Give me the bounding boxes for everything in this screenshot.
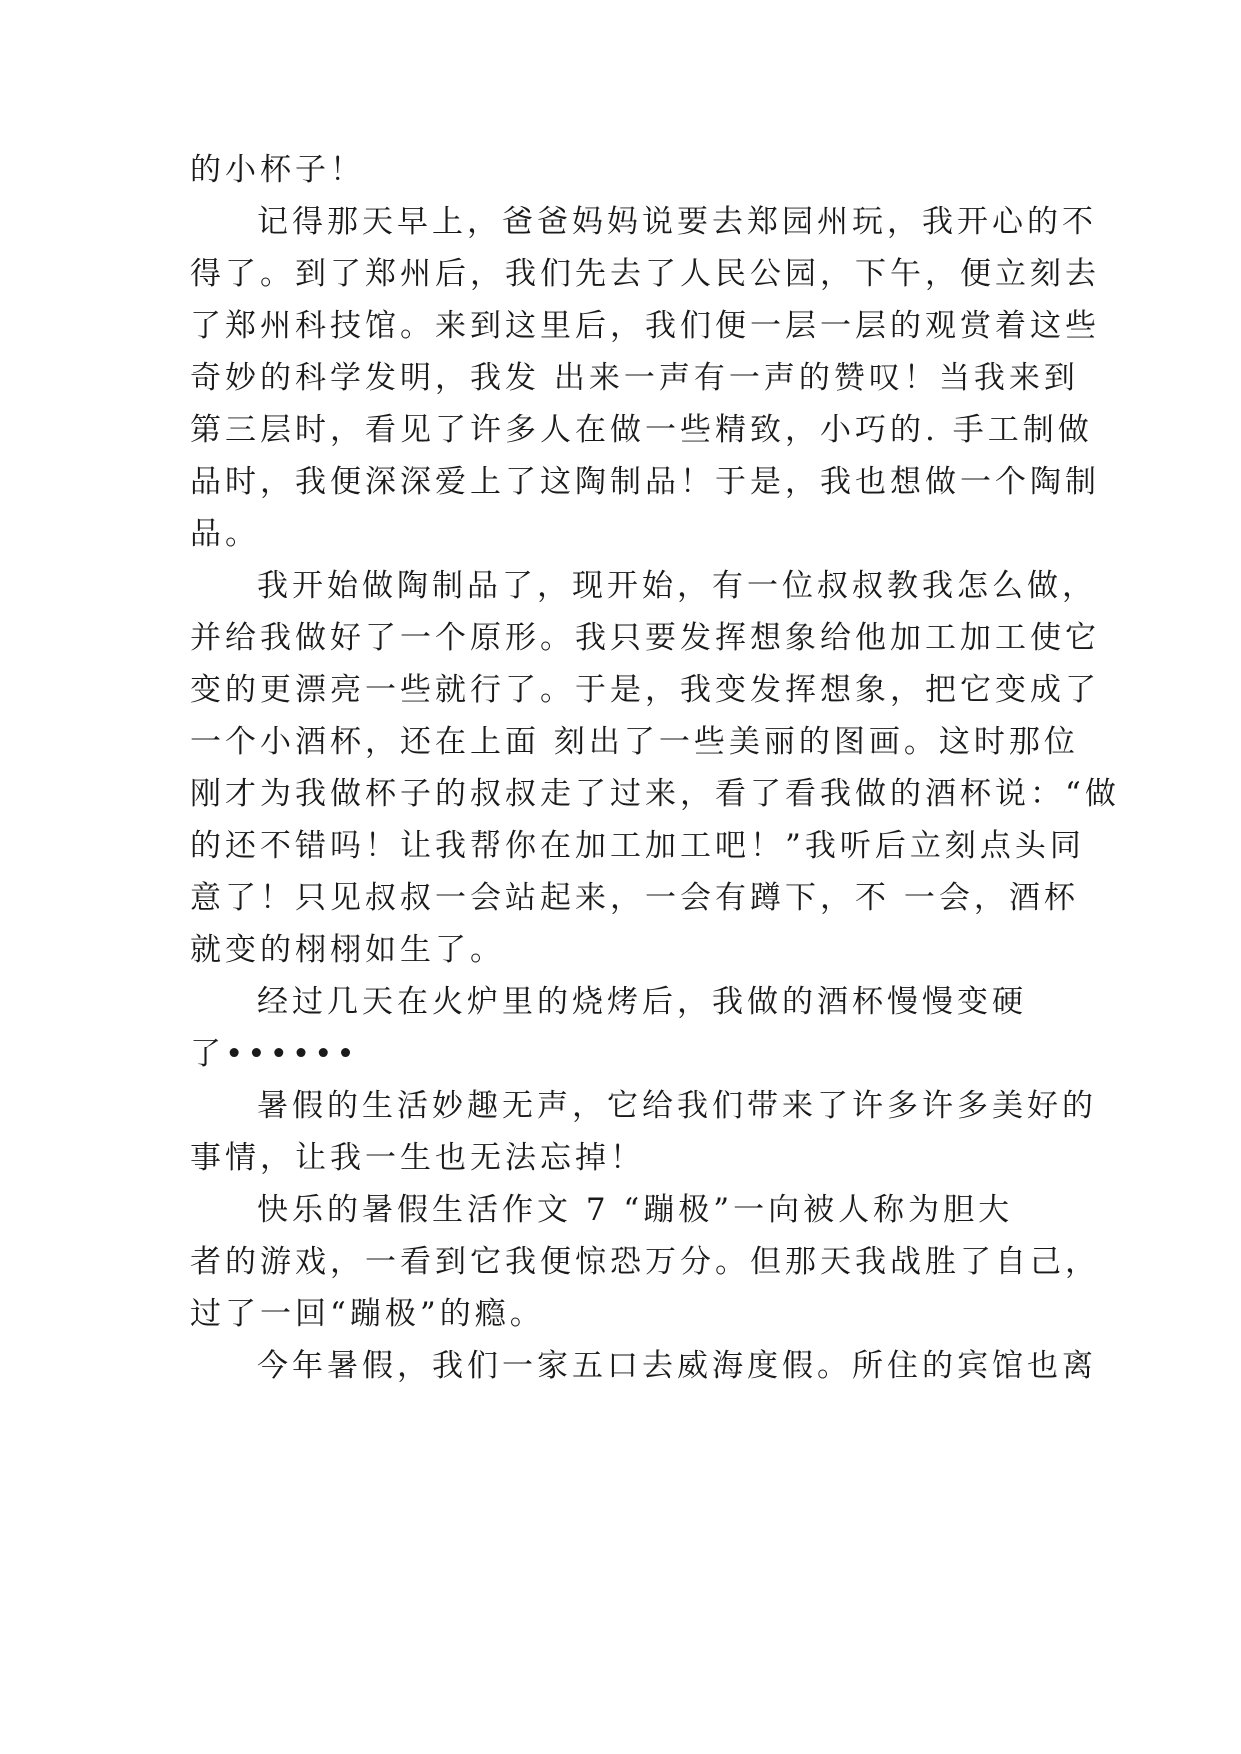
text-line: 了•••••• [190,1036,359,1072]
text-line: 刚才为我做杯子的叔叔走了过来，看了看我做的酒杯说：“做 [190,776,1120,812]
text-line: 一个小酒杯，还在上面 刻出了一些美丽的图画。这时那位 [190,724,1079,760]
text-line: 并给我做好了一个原形。我只要发挥想象给他加工加工使它 [190,620,1100,656]
text-line: 变的更漂亮一些就行了。于是，我变发挥想象，把它变成了 [190,672,1100,708]
text-line: 暑假的生活妙趣无声，它给我们带来了许多许多美好的 [257,1088,1097,1124]
text-line: 者的游戏，一看到它我便惊恐万分。但那天我战胜了自己， [190,1244,1100,1280]
text-line: 我开始做陶制品了，现开始，有一位叔叔教我怎么做， [257,568,1097,604]
text-line: 奇妙的科学发明，我发 出来一声有一声的赞叹！当我来到 [190,360,1079,396]
text-line: 过了一回“蹦极”的瘾。 [190,1296,545,1332]
text-line: 的小杯子！ [190,152,365,188]
text-line: 品时，我便深深爱上了这陶制品！于是，我也想做一个陶制 [190,464,1100,500]
text-line: 品。 [190,516,260,552]
text-line: 意了！只见叔叔一会站起来，一会有蹲下，不 一会，酒杯 [190,880,1079,916]
text-line: 了郑州科技馆。来到这里后，我们便一层一层的观赏着这些 [190,308,1100,344]
text-line: 记得那天早上，爸爸妈妈说要去郑园州玩，我开心的不 [257,204,1097,240]
text-line: 得了。到了郑州后，我们先去了人民公园，下午，便立刻去 [190,256,1100,292]
text-line: 今年暑假，我们一家五口去威海度假。所住的宾馆也离 [257,1348,1097,1384]
text-line: 经过几天在火炉里的烧烤后，我做的酒杯慢慢变硬 [257,984,1027,1020]
text-line: 的还不错吗！让我帮你在加工加工吧！”我听后立刻点头同 [190,828,1085,864]
text-line: 第三层时，看见了许多人在做一些精致，小巧的. 手工制做 [190,412,1093,448]
text-line: 事情，让我一生也无法忘掉！ [190,1140,645,1176]
text-line: 就变的栩栩如生了。 [190,932,505,968]
text-line: 快乐的暑假生活作文 7 “蹦极”一向被人称为胆大 [257,1192,1014,1228]
